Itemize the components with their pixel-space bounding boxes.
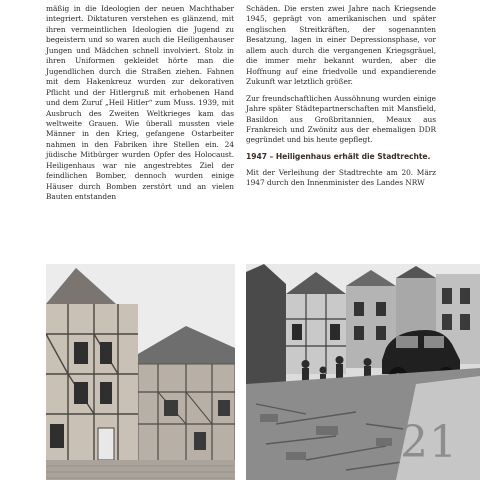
page-number: 21 — [400, 417, 458, 468]
section-heading: 1947 – Heiligenhaus erhält die Stadtrechte. — [246, 151, 431, 161]
right-text-column — [246, 4, 436, 189]
left-text-column — [46, 4, 234, 203]
right-paragraph-1: Schäden. Die ersten zwei Jahre nach Kriegsende 1945, geprägt von amerikanischen und später englischen Streitkräften, der sogenannten Besatzung, lagen in einer Depressionsphase, vor allem auch durch die vergangenen Kriegsgräuel, die immer mehr bekannt wurden, aber die Hoffnung auf eine friedvolle und expandierende Zukunft war letztlich größer. — [246, 4, 436, 87]
left-paragraph: mäßig in die Ideologien der neuen Machthaber integriert. Diktaturen verstehen es glänzend, mit ihren vermeintlichen Ideologien die Jugend zu begeistern und so waren auch die Heiligenhauser Jungen und Mädchen schnell involviert. Stolz in ihren Uniformen gekleidet hörte man die Jugendlichen durch die Straßen ziehen. Fahnen mit dem Hakenkreuz wurden zur dekorativen Pflicht und der Hitlergruß mit erhobenen Hand und dem Zuruf „Heil Hitler“ zum Muss. 1939, mit Ausbruch des Zweiten Weltkrieges kam das weltweite Grauen. Wie überall mussten viele Männer in den Krieg, gefangene Ostarbeiter nahmen in den Fabriken ihre Stellen ein. 24 jüdische Mitbürger wurden Opfer des Holocaust. Heiligenhaus war nie angestrebtes Ziel der feindlichen Bomber, dennoch wurden einige Häuser durch Bomben zerstört und an vielen Bauten entstanden — [46, 4, 234, 202]
historic-houses-illustration — [46, 264, 235, 480]
right-paragraph-2: Zur freundschaftlichen Aussöhnung wurden einige Jahre später Städtepartnerschaften mit Mansfield, Basildon aus Großbritannien, Meaux aus Frankreich und Zwönitz aus der ehemaligen DDR gegründet und bis heute gepflegt. — [246, 93, 436, 145]
historic-houses-photo — [46, 264, 235, 480]
right-paragraph-3: Mit der Verleihung der Stadtrechte am 20. März 1947 durch den Innenminister des Landes NRW — [246, 167, 436, 188]
